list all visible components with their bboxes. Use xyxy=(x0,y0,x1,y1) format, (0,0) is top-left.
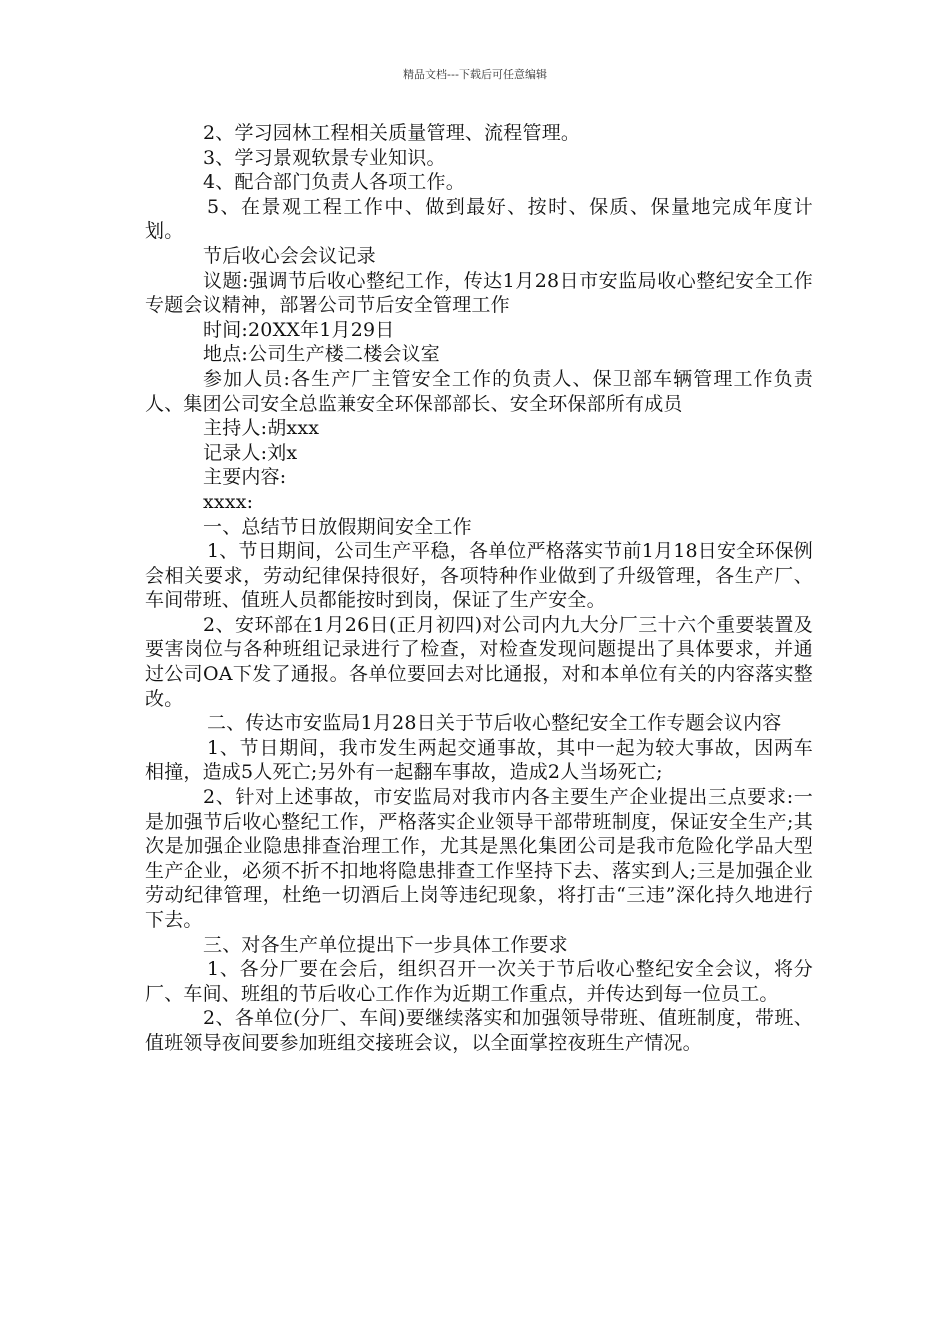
section-heading-convey-meeting: 二、传达市安监局1月28日关于节后收心整纪安全工作专题会议内容 xyxy=(207,712,782,735)
paragraph-assist-department-head: 4、配合部门负责人各项工作。 xyxy=(203,171,465,194)
meeting-recorder: 记录人:刘x xyxy=(203,441,298,464)
paragraph-inspection: 2、安环部在1月26日(正月初四)对公司内九大分厂三十六个重要装置及要害岗位与各种班组记录进行了检查，对检查发现问题提出了具体要求，并通过公司OA下发了通报。各单位要回去对比通报，对和本单位有关的内容落实整改。 xyxy=(145,613,813,710)
meeting-record-title: 节后收心会会议记录 xyxy=(203,244,376,267)
section-heading-next-steps: 三、对各生产单位提出下一步具体工作要求 xyxy=(203,933,568,956)
paragraph-study-quality-management: 2、学习园林工程相关质量管理、流程管理。 xyxy=(203,122,581,144)
main-content-label: 主要内容: xyxy=(203,466,287,489)
page-header: 精品文档---下载后可任意编辑 xyxy=(403,68,547,81)
document-body xyxy=(145,121,813,1056)
meeting-host: 主持人:胡xxx xyxy=(203,417,320,440)
meeting-time: 时间:20XX年1月29日 xyxy=(203,318,395,341)
paragraph-annual-plan: 5、在景观工程工作中、做到最好、按时、保质、保量地完成年度计划。 xyxy=(145,195,813,243)
paragraph-holiday-production: 1、节日期间，公司生产平稳，各单位严格落实节前1月18日安全环保例会相关要求，劳动纪律保持很好，各项特种作业做到了升级管理，各生产厂、车间带班、值班人员都能按时到岗，保证了生产安全。 xyxy=(145,540,813,612)
paragraph-study-softscape: 3、学习景观软景专业知识。 xyxy=(203,146,446,169)
meeting-topic: 议题:强调节后收心整纪工作，传达1月28日市安监局收心整纪安全工作专题会议精神，部署公司节后安全管理工作 xyxy=(145,269,813,317)
meeting-location: 地点:公司生产楼二楼会议室 xyxy=(203,343,441,366)
paragraph-traffic-accidents: 1、节日期间，我市发生两起交通事故，其中一起为较大事故，因两车相撞，造成5人死亡;另外有一起翻车事故，造成2人当场死亡; xyxy=(145,736,813,784)
paragraph-branch-meeting: 1、各分厂要在会后，组织召开一次关于节后收心整纪安全会议，将分厂、车间、班组的节后收心工作作为近期工作重点，并传达到每一位员工。 xyxy=(145,958,813,1005)
paragraph-three-requirements: 2、针对上述事故，市安监局对我市内各主要生产企业提出三点要求:一是加强节后收心整纪工作，严格落实企业领导干部带班制度，保证安全生产;其次是加强企业隐患排查治理工作，尤其是黑化集团公司是我市危险化学品大型生产企业，必须不折不扣地将隐患排查工作坚持下去、落实到人;三是加强企业劳动纪律管理，杜绝一切酒后上岗等违纪现象，将打击“三违”深化持久地进行下去。 xyxy=(145,786,813,931)
section-heading-holiday-summary: 一、总结节日放假期间安全工作 xyxy=(203,515,472,538)
paragraph-duty-system: 2、各单位(分厂、车间)要继续落实和加强领导带班、值班制度，带班、值班领导夜间要参加班组交接班会议，以全面掌控夜班生产情况。 xyxy=(145,1007,813,1054)
speaker-label: xxxx: xyxy=(203,490,254,513)
meeting-attendees: 参加人员:各生产厂主管安全工作的负责人、保卫部车辆管理工作负责人、集团公司安全总监兼安全环保部部长、安全环保部所有成员 xyxy=(145,367,813,415)
